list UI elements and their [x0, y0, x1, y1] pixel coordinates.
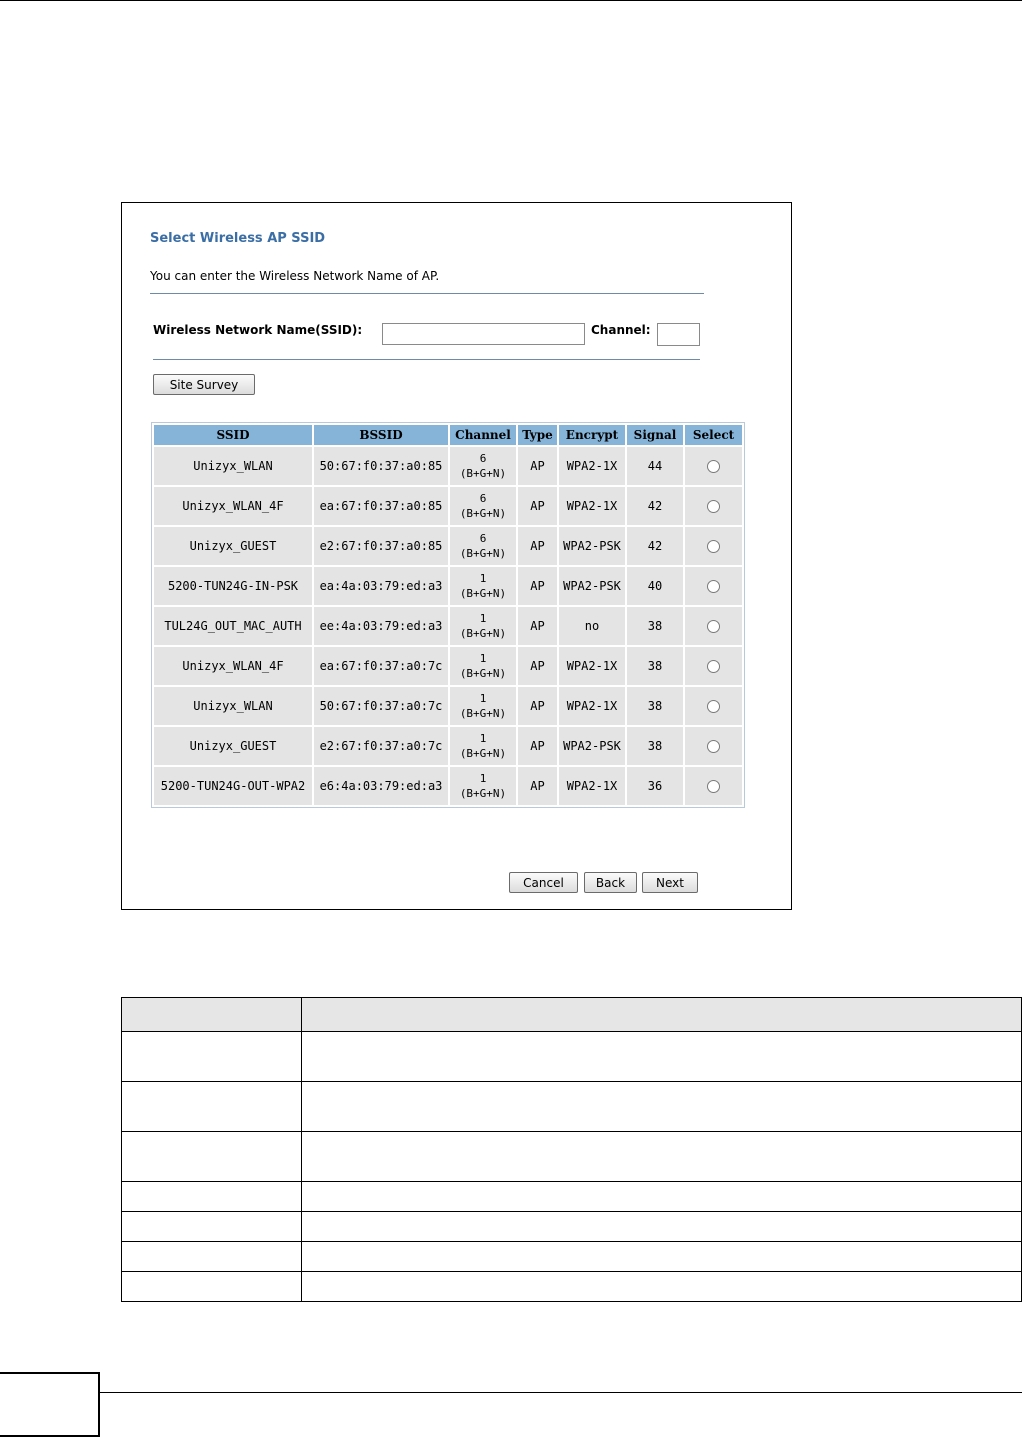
channel-mode: (B+G+N)	[459, 707, 507, 720]
channel-number: 1	[479, 652, 487, 665]
channel-mode: (B+G+N)	[459, 467, 507, 480]
channel-cell	[450, 727, 516, 765]
description-row	[122, 1272, 1022, 1302]
select-cell	[685, 647, 742, 685]
description-row	[122, 1182, 1022, 1212]
panel-description: You can enter the Wireless Network Name of AP.	[150, 269, 440, 283]
page-number-box	[0, 1372, 100, 1437]
page-top-rule	[0, 0, 1022, 1]
encrypt-cell: WPA2-1X	[559, 767, 625, 805]
ap-table	[151, 422, 745, 808]
ap-table-row	[154, 687, 742, 725]
panel-title: Select Wireless AP SSID	[150, 231, 326, 246]
channel-mode: (B+G+N)	[459, 667, 507, 680]
select-radio[interactable]	[707, 500, 720, 513]
type-cell: AP	[518, 727, 557, 765]
channel-cell	[450, 487, 516, 525]
encrypt-cell: WPA2-1X	[559, 687, 625, 725]
channel-number: 6	[479, 492, 487, 505]
channel-cell	[450, 647, 516, 685]
select-cell	[685, 487, 742, 525]
bssid-cell: 50:67:f0:37:a0:85	[314, 447, 448, 485]
bssid-cell: 50:67:f0:37:a0:7c	[314, 687, 448, 725]
encrypt-cell: WPA2-1X	[559, 447, 625, 485]
ap-table-header	[154, 425, 742, 445]
select-cell	[685, 527, 742, 565]
encrypt-cell: WPA2-PSK	[559, 527, 625, 565]
channel-mode: (B+G+N)	[459, 787, 507, 800]
bssid-cell: ee:4a:03:79:ed:a3	[314, 607, 448, 645]
channel-label: Channel:	[591, 323, 651, 337]
type-cell: AP	[518, 687, 557, 725]
ap-table-row	[154, 527, 742, 565]
channel-mode: (B+G+N)	[459, 547, 507, 560]
channel-cell	[450, 607, 516, 645]
description-row	[122, 1132, 1022, 1182]
back-button[interactable]: Back	[584, 872, 637, 893]
cancel-button[interactable]: Cancel	[509, 872, 578, 893]
next-button[interactable]: Next	[642, 872, 698, 893]
channel-number: 1	[479, 772, 487, 785]
select-radio[interactable]	[707, 460, 720, 473]
select-radio[interactable]	[707, 700, 720, 713]
channel-number: 1	[479, 572, 487, 585]
ap-table-row	[154, 767, 742, 805]
type-cell: AP	[518, 607, 557, 645]
ssid-cell: Unizyx_GUEST	[154, 727, 312, 765]
signal-cell: 38	[627, 687, 683, 725]
description-row	[122, 1242, 1022, 1272]
select-radio[interactable]	[707, 540, 720, 553]
signal-cell: 40	[627, 567, 683, 605]
footer-rule	[100, 1392, 1022, 1393]
select-cell	[685, 687, 742, 725]
field-description-table	[121, 997, 1022, 1302]
description-row	[122, 1082, 1022, 1132]
encrypt-cell: WPA2-1X	[559, 487, 625, 525]
select-cell	[685, 607, 742, 645]
type-cell: AP	[518, 447, 557, 485]
divider	[153, 359, 700, 360]
ssid-cell: TUL24G_OUT_MAC_AUTH	[154, 607, 312, 645]
channel-mode: (B+G+N)	[459, 587, 507, 600]
signal-cell: 36	[627, 767, 683, 805]
type-cell: AP	[518, 647, 557, 685]
encrypt-cell: no	[559, 607, 625, 645]
header-channel: Channel	[450, 425, 516, 445]
header-select: Select	[685, 425, 742, 445]
ap-table-row	[154, 487, 742, 525]
description-row	[122, 1032, 1022, 1082]
select-cell	[685, 727, 742, 765]
bssid-cell: e2:67:f0:37:a0:7c	[314, 727, 448, 765]
type-cell: AP	[518, 487, 557, 525]
select-radio[interactable]	[707, 580, 720, 593]
signal-cell: 38	[627, 727, 683, 765]
signal-cell: 42	[627, 527, 683, 565]
select-radio[interactable]	[707, 740, 720, 753]
channel-mode: (B+G+N)	[459, 507, 507, 520]
channel-cell	[450, 767, 516, 805]
ssid-cell: Unizyx_WLAN	[154, 447, 312, 485]
ssid-cell: Unizyx_WLAN_4F	[154, 487, 312, 525]
encrypt-cell: WPA2-1X	[559, 647, 625, 685]
ssid-cell: Unizyx_WLAN	[154, 687, 312, 725]
ap-table-row	[154, 567, 742, 605]
ap-table-row	[154, 727, 742, 765]
ssid-input[interactable]	[382, 323, 585, 345]
ap-table-row	[154, 607, 742, 645]
ssid-cell: Unizyx_GUEST	[154, 527, 312, 565]
ap-table-row	[154, 447, 742, 485]
channel-number: 6	[479, 452, 487, 465]
encrypt-cell: WPA2-PSK	[559, 567, 625, 605]
signal-cell: 42	[627, 487, 683, 525]
header-signal: Signal	[627, 425, 683, 445]
bssid-cell: ea:4a:03:79:ed:a3	[314, 567, 448, 605]
header-encrypt: Encrypt	[559, 425, 625, 445]
signal-cell: 44	[627, 447, 683, 485]
channel-number: 1	[479, 692, 487, 705]
ssid-label: Wireless Network Name(SSID):	[153, 323, 363, 337]
type-cell: AP	[518, 767, 557, 805]
select-radio[interactable]	[707, 620, 720, 633]
header-bssid: BSSID	[314, 425, 448, 445]
divider	[150, 293, 704, 294]
select-radio[interactable]	[707, 780, 720, 793]
channel-number: 1	[479, 732, 487, 745]
description-table-header	[122, 998, 1022, 1032]
channel-cell	[450, 567, 516, 605]
header-ssid: SSID	[154, 425, 312, 445]
bssid-cell: e2:67:f0:37:a0:85	[314, 527, 448, 565]
select-cell	[685, 767, 742, 805]
channel-cell	[450, 687, 516, 725]
select-radio[interactable]	[707, 660, 720, 673]
bssid-cell: ea:67:f0:37:a0:85	[314, 487, 448, 525]
header-type: Type	[518, 425, 557, 445]
channel-mode: (B+G+N)	[459, 747, 507, 760]
channel-input[interactable]	[657, 323, 700, 346]
ssid-cell: Unizyx_WLAN_4F	[154, 647, 312, 685]
select-cell	[685, 567, 742, 605]
select-cell	[685, 447, 742, 485]
bssid-cell: e6:4a:03:79:ed:a3	[314, 767, 448, 805]
signal-cell: 38	[627, 647, 683, 685]
site-survey-button[interactable]: Site Survey	[153, 374, 255, 395]
ssid-cell: 5200-TUN24G-IN-PSK	[154, 567, 312, 605]
channel-number: 1	[479, 612, 487, 625]
channel-mode: (B+G+N)	[459, 627, 507, 640]
signal-cell: 38	[627, 607, 683, 645]
ssid-cell: 5200-TUN24G-OUT-WPA2	[154, 767, 312, 805]
encrypt-cell: WPA2-PSK	[559, 727, 625, 765]
channel-cell	[450, 447, 516, 485]
type-cell: AP	[518, 527, 557, 565]
type-cell: AP	[518, 567, 557, 605]
bssid-cell: ea:67:f0:37:a0:7c	[314, 647, 448, 685]
ap-table-row	[154, 647, 742, 685]
description-row	[122, 1212, 1022, 1242]
channel-number: 6	[479, 532, 487, 545]
channel-cell	[450, 527, 516, 565]
select-ap-panel	[121, 202, 792, 910]
